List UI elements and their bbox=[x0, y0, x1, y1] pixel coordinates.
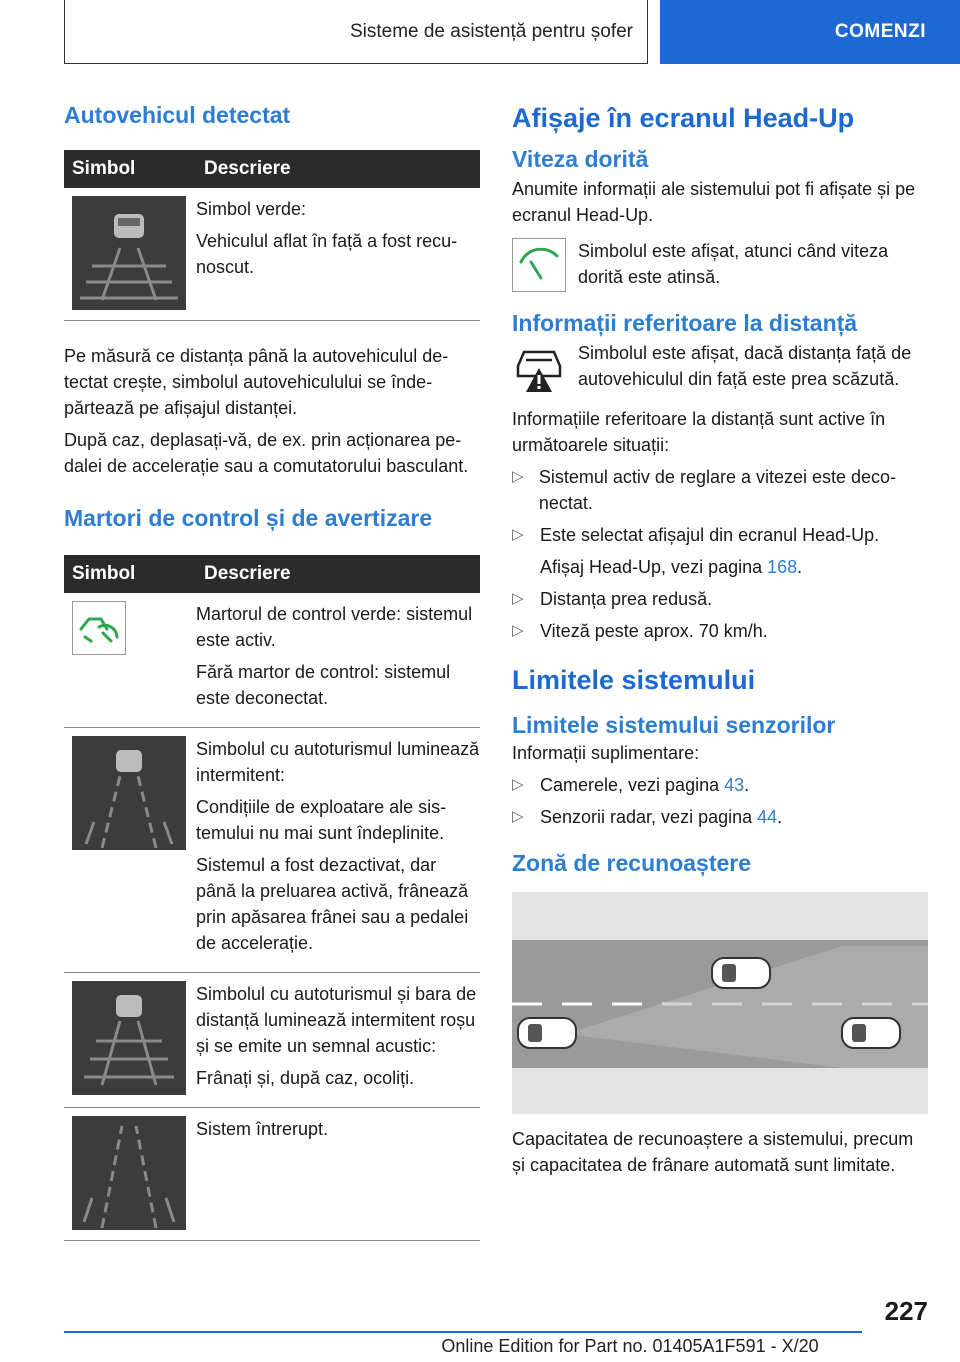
col-description: Descriere bbox=[196, 555, 480, 593]
paragraph: După caz, deplasați-vă, de ex. prin acționarea pedalei de accelerație sau a comutatorului basculant. bbox=[64, 430, 469, 476]
heading-detected: Autovehicul detectat bbox=[64, 102, 291, 128]
paragraph: Informațiile referitoare la distanță sunt active în următoarele situații: bbox=[512, 409, 886, 455]
row-text: Simbolul cu autoturismul și bara de distanță luminează intermitent roșu și se emite un semnal acustic: bbox=[196, 984, 477, 1056]
col-description: Descriere bbox=[196, 150, 480, 188]
paragraph: Pe măsură ce distanța până la autovehiculul detectat crește, simbolul autovehiculului se îndepărtează pe afișajul distanței. bbox=[64, 346, 449, 418]
list-item: ▷ Este selectat afișajul din ecranul Head-Up. bbox=[512, 525, 880, 545]
right-column bbox=[512, 100, 928, 1178]
page-link[interactable]: 168 bbox=[767, 557, 798, 577]
row-text: Condițiile de exploatare ale sistemului nu mai sunt îndeplinite. bbox=[196, 797, 447, 843]
page-number: 227 bbox=[884, 1296, 928, 1326]
paragraph: Informații suplimentare: bbox=[512, 743, 700, 763]
footer-edition: Online Edition for Part no. 01405A1F591 - X/20 bbox=[441, 1336, 819, 1356]
list-item: ▷ Distanța prea redusă. bbox=[512, 589, 713, 609]
detection-zone-illustration bbox=[512, 892, 928, 1114]
cruise-green-icon bbox=[72, 601, 126, 655]
table-row bbox=[64, 728, 480, 973]
row-text: Simbol verde: bbox=[196, 199, 307, 219]
car-distance-bar-icon bbox=[72, 981, 186, 1095]
list-item: ▷ Sistemul activ de reglare a vitezei este deconectat. bbox=[512, 467, 897, 513]
table-header-row bbox=[64, 150, 480, 188]
car-blinking-icon bbox=[72, 736, 186, 850]
distance-warning-icon bbox=[512, 340, 566, 394]
header-chapter-tab[interactable] bbox=[660, 0, 960, 64]
heading-zona: Zonă de recunoaștere bbox=[512, 850, 752, 876]
heading-limite-senzori: Limitele sistemului senzorilor bbox=[512, 712, 836, 738]
heading-limite: Limitele sistemului bbox=[512, 665, 756, 695]
header-chapter-label: COMENZI bbox=[834, 21, 926, 42]
col-symbol: Simbol bbox=[64, 150, 196, 188]
row-text: Vehiculul aflat în față a fost recunoscut. bbox=[196, 231, 458, 277]
paragraph: Anumite informații ale sistemului pot fi afișate și pe ecranul Head-Up. bbox=[512, 179, 916, 225]
icon-description: Simbolul este afișat, dacă distanța față de autovehiculul din față este prea scăzută. bbox=[578, 343, 912, 389]
heading-distanta: Informații referitoare la distanță bbox=[512, 310, 858, 336]
heading-hud: Afișaje în ecranul Head-Up bbox=[512, 103, 855, 133]
header-section-title: Sisteme de asistență pentru șofer bbox=[349, 20, 633, 42]
row-text: Sistem întrerupt. bbox=[196, 1119, 329, 1139]
table-row bbox=[64, 593, 480, 728]
header-section bbox=[64, 0, 648, 64]
table-header-row bbox=[64, 555, 480, 593]
row-text: Martorul de control verde: sistemul este activ. bbox=[196, 604, 473, 650]
row-text: Simbolul cu autoturismul luminează intermitent: bbox=[196, 739, 480, 785]
row-text: Fără martor de control: sistemul este deconectat. bbox=[196, 662, 451, 708]
heading-viteza: Viteza dorită bbox=[512, 146, 649, 172]
footer-divider bbox=[64, 1331, 862, 1333]
paragraph: Capacitatea de recunoaștere a sistemului, precum și capacitatea de frânare automată sunt limitate. bbox=[512, 1129, 914, 1175]
system-interrupted-icon bbox=[72, 1116, 186, 1230]
row-text: Frânați și, după caz, ocoliți. bbox=[196, 1068, 415, 1088]
table-row bbox=[64, 188, 480, 321]
page-link[interactable]: 44 bbox=[757, 807, 778, 827]
list-item: ▷ Viteză peste aprox. 70 km/h. bbox=[512, 621, 768, 641]
page-link[interactable]: 43 bbox=[724, 775, 745, 795]
symbol-table-martori bbox=[64, 555, 480, 1241]
table-row bbox=[64, 973, 480, 1108]
symbol-table-detected bbox=[64, 150, 480, 321]
col-symbol: Simbol bbox=[64, 555, 196, 593]
icon-description: Simbolul este afișat, atunci când viteza dorită este atinsă. bbox=[578, 241, 889, 287]
left-column bbox=[64, 100, 480, 1241]
desired-speed-icon bbox=[512, 238, 566, 292]
list-item: ▷ Senzorii radar, vezi pagina 44. bbox=[512, 807, 783, 827]
heading-martori: Martori de control și de avertizare bbox=[64, 505, 433, 531]
table-row bbox=[64, 1108, 480, 1241]
row-text: Sistemul a fost dezactivat, dar până la preluarea activă, frânează prin apăsarea frânei sau a pedalei de accelerație. bbox=[196, 855, 469, 953]
list-item: ▷ Camerele, vezi pagina 43. bbox=[512, 775, 750, 795]
list-subitem: Afișaj Head-Up, vezi pagina 168. bbox=[540, 557, 803, 577]
car-detected-icon bbox=[72, 196, 186, 310]
